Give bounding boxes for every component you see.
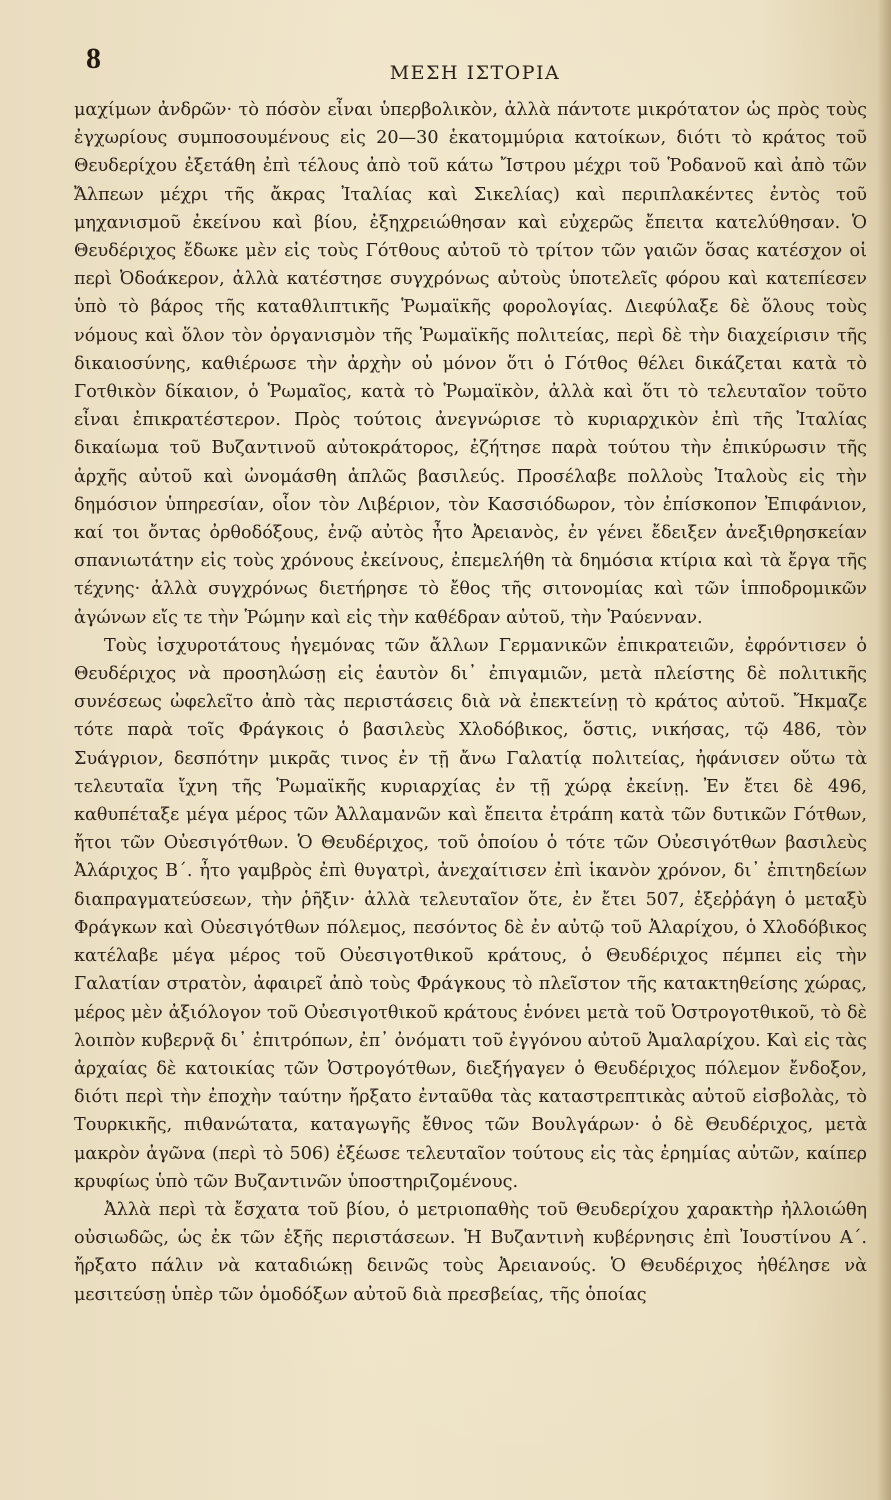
- paragraph-theoderic-alliances: Τοὺς ἰσχυροτάτους ἡγεμόνας τῶν ἄλλων Γερμανικῶν ἐπικρατειῶν, ἐφρόντισεν ὁ Θευδέριχος νὰ προσηλώσῃ εἰς ἑαυτὸν δι᾽ ἐπιγαμιῶν, μετὰ πλείστης δὲ πολιτικῆς συνέσεως ὠφελεῖτο ἀπὸ τὰς περιστάσεις διὰ νὰ ἐπεκτείνῃ τὸ κράτος αὐτοῦ. Ἤκμαζε τότε παρὰ τοῖς Φράγκοις ὁ βασιλεὺς Χλοδόβικος, ὅστις, νικήσας, τῷ 486, τὸν Συάγριον, δεσπότην μικρᾶς τινος ἐν τῇ ἄνω Γαλατίᾳ πολιτείας, ἠφάνισεν οὕτω τὰ τελευταῖα ἴχνη τῆς Ῥωμαϊκῆς κυριαρχίας ἐν τῇ χώρᾳ ἐκείνῃ. Ἐν ἔτει δὲ 496, καθυπέταξε μέγα μέρος τῶν Ἀλλαμανῶν καὶ ἔπειτα ἐτράπη κατὰ τῶν δυτικῶν Γότθων, ἤτοι τῶν Οὐεσιγότθων. Ὁ Θευδέριχος, τοῦ ὁποίου ὁ τότε τῶν Οὐεσιγότθων βασιλεὺς Ἀλάριχος Β΄. ἦτο γαμβρὸς ἐπὶ θυγατρὶ, ἀνεχαίτισεν ἐπὶ ἱκανὸν χρόνον, δι᾽ ἐπιτηδείων διαπραγματεύσεων, τὴν ῥῆξιν· ἀλλὰ τελευταῖον ὅτε, ἐν ἔτει 507, ἐξεῤῥάγη ὁ μεταξὺ Φράγκων καὶ Οὐεσιγότθων πόλεμος, πεσόντος δὲ ἐν αὐτῷ τοῦ Ἀλαρίχου, ὁ Χλοδόβικος κατέλαβε μέγα μέρος τοῦ Οὐεσιγοτθικοῦ κράτους, ὁ Θευδέριχος πέμπει εἰς τὴν Γαλατίαν στρατὸν, ἀφαιρεῖ ἀπὸ τοὺς Φράγκους τὸ πλεῖστον τῆς κατακτηθείσης χώρας, μέρος μὲν ἀξιόλογον τοῦ Οὐεσιγοτθικοῦ κράτους ἑνόνει μετὰ τοῦ Ὀστρογοτθικοῦ, τὸ δὲ λοιπὸν κυβερνᾷ δι᾽ ἐπιτρόπων, ἐπ᾽ ὀνόματι τοῦ ἐγγόνου αὐτοῦ Ἀμαλαρίχου. Καὶ εἰς τὰς ἀρχαίας δὲ κατοικίας τῶν Ὀστρογότθων, διεξήγαγεν ὁ Θευδέριχος πόλεμον ἔνδοξον, διότι περὶ τὴν ἐποχὴν ταύτην ἤρξατο ἐνταῦθα τὰς καταστρεπτικὰς αὐτοῦ εἰσβολὰς, τὸ Τουρκικῆς, πιθανώτατα, καταγωγῆς ἔθνος τῶν Βουλγάρων· ὁ δὲ Θευδέριχος, μετὰ μακρὸν ἀγῶνα (περὶ τὸ 506) ἐξέωσε τελευταῖον τούτους εἰς τὰς ἐρημίας αὐτῶν, καίπερ κρυφίως ὑπὸ τῶν Βυζαντινῶν ὑποστηριζομένους.: [74, 635, 867, 1192]
- body-text: [74, 96, 867, 1476]
- running-title: ΜΕΣΗ ΙΣΤΟΡΙΑ: [389, 62, 561, 84]
- page-edge-shadow: [877, 0, 891, 1500]
- page-number: 8: [86, 42, 101, 75]
- paragraph-continuation: μαχίμων ἀνδρῶν· τὸ πόσὸν εἶναι ὑπερβολικὸν, ἀλλὰ πάντοτε μικρότατον ὡς πρὸς τοὺς ἐγχωρίους συμποσουμένους εἰς 20—30 ἑκατομμύρια κατοίκων, διότι τὸ κράτος τοῦ Θευδερίχου ἐξετάθη ἐπὶ τέλους ἀπὸ τοῦ κάτω Ἴστρου μέχρι τοῦ Ῥοδανοῦ καὶ ἀπὸ τῶν Ἄλπεων μέχρι τῆς ἄκρας Ἰταλίας καὶ Σικελίας) καὶ περιπλακέντες ἐντὸς τοῦ μηχανισμοῦ ἐκείνου καὶ βίου, ἐξηχρειώθησαν καὶ εὐχερῶς ἔπειτα κατελύθησαν. Ὁ Θευδέριχος ἔδωκε μὲν εἰς τοὺς Γότθους αὐτοῦ τὸ τρίτον τῶν γαιῶν ὅσας κατέσχον οἱ περὶ Ὀδοάκερον, ἀλλὰ κατέστησε συγχρόνως αὐτοὺς ὑποτελεῖς φόρου καὶ κατεπίεσεν ὑπὸ τὸ βάρος τῆς καταθλιπτικῆς Ῥωμαϊκῆς φορολογίας. Διεφύλαξε δὲ ὅλους τοὺς νόμους καὶ ὅλον τὸν ὀργανισμὸν τῆς Ῥωμαϊκῆς πολιτείας, περὶ δὲ τὴν διαχείρισιν τῆς δικαιοσύνης, καθιέρωσε τὴν ἀρχὴν οὐ μόνον ὅτι ὁ Γότθος θέλει δικάζεται κατὰ τὸ Γοτθικὸν δίκαιον, ὁ Ῥωμαῖος, κατὰ τὸ Ῥωμαϊκὸν, ἀλλὰ καὶ ὅτι τὸ τελευταῖον τοῦτο εἶναι ἐπικρατέστερον. Πρὸς τούτοις ἀνεγνώρισε τὸ κυριαρχικὸν ἐπὶ τῆς Ἰταλίας δικαίωμα τοῦ Βυζαντινοῦ αὐτοκράτορος, ἐζήτησε παρὰ τούτου τὴν ἐπικύρωσιν τῆς ἀρχῆς αὐτοῦ καὶ ὠνομάσθη ἁπλῶς βασιλεύς. Προσέλαβε πολλοὺς Ἰταλοὺς εἰς τὴν δημόσιον ὑπηρεσίαν, οἷον τὸν Λιβέριον, τὸν Κασσιόδωρον, τὸν ἐπίσκοπον Ἐπιφάνιον, καί τοι ὄντας ὀρθοδόξους, ἐνῷ αὐτὸς ἦτο Ἀρειανὸς, ἐν γένει ἔδειξεν ἀνεξιθρησκείαν σπανιωτάτην εἰς τοὺς χρόνους ἐκείνους, ἐπεμελήθη τὰ δημόσια κτίρια καὶ τὰ ἔργα τῆς τέχνης· ἀλλὰ συγχρόνως διετήρησε τὸ ἔθος τῆς σιτονομίας καὶ τῶν ἱπποδρομικῶν ἀγώνων εἴς τε τὴν Ῥώμην καὶ εἰς τὴν καθέδραν αὐτοῦ, τὴν Ῥαύενναν.: [74, 100, 867, 628]
- paragraph-late-reign: Ἀλλὰ περὶ τὰ ἔσχατα τοῦ βίου, ὁ μετριοπαθὴς τοῦ Θευδερίχου χαρακτὴρ ἠλλοιώθη οὐσιωδῶς, ὡς ἐκ τῶν ἑξῆς περιστάσεων. Ἡ Βυζαντινὴ κυβέρνησις ἐπὶ Ἰουστίνου Α΄. ἤρξατο πάλιν νὰ καταδιώκῃ δεινῶς τοὺς Ἀρειανούς. Ὁ Θευδέριχος ἠθέλησε νὰ μεσιτεύσῃ ὑπὲρ τῶν ὁμοδόξων αὐτοῦ διὰ πρεσβείας, τῆς ὁποίας: [74, 1199, 867, 1305]
- page-header: [80, 42, 870, 92]
